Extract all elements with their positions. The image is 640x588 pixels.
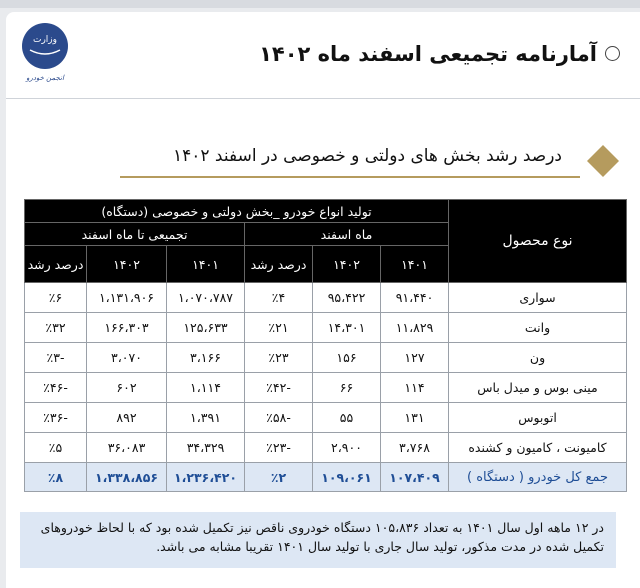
row-name: وانت bbox=[449, 313, 627, 343]
cell-cum-1401: ۱،۰۷۰،۷۸۷ bbox=[167, 283, 245, 313]
total-cum-growth: ٪۸ bbox=[25, 463, 87, 492]
cell-month-1402: ۵۵ bbox=[313, 403, 381, 433]
subtitle-underline bbox=[120, 176, 580, 178]
section-subtitle bbox=[120, 140, 590, 178]
table-row bbox=[25, 283, 627, 313]
header-cumulative: تجمیعی تا ماه اسفند bbox=[25, 223, 245, 246]
header-cum-1402: ۱۴۰۲ bbox=[87, 246, 167, 283]
cell-cum-1402: ۱،۱۳۱،۹۰۶ bbox=[87, 283, 167, 313]
cell-month-1402: ۱۴،۳۰۱ bbox=[313, 313, 381, 343]
header-cum-growth: درصد رشد bbox=[25, 246, 87, 283]
total-month-growth: ٪۲ bbox=[245, 463, 313, 492]
header-month-growth: درصد رشد bbox=[245, 246, 313, 283]
subtitle-text: درصد رشد بخش های دولتی و خصوصی در اسفند ۱۴۰۲ bbox=[172, 146, 562, 166]
cell-month-growth: -٪۲۳ bbox=[245, 433, 313, 463]
table-total-row bbox=[25, 463, 627, 492]
top-strip bbox=[0, 0, 640, 8]
cell-month-growth: ٪۲۳ bbox=[245, 343, 313, 373]
footnote: در ۱۲ ماهه اول سال ۱۴۰۱ به تعداد ۱۰۵،۸۳۶ دستگاه خودروی ناقص نیز تکمیل شده بود که با لحاظ خودروهای تکمیل شده در مدت مذکور، تولید سال جاری با تولید سال ۱۴۰۱ تقریبا مشابه می باشد. bbox=[20, 512, 616, 568]
cell-month-1401: ۳،۷۶۸ bbox=[381, 433, 449, 463]
cell-month-1401: ۱۱۴ bbox=[381, 373, 449, 403]
cell-month-1401: ۱۳۱ bbox=[381, 403, 449, 433]
table-row bbox=[25, 403, 627, 433]
cell-cum-1402: ۸۹۲ bbox=[87, 403, 167, 433]
header-month-1402: ۱۴۰۲ bbox=[313, 246, 381, 283]
cell-cum-1401: ۱۲۵،۶۳۳ bbox=[167, 313, 245, 343]
row-name: ون bbox=[449, 343, 627, 373]
cell-cum-1401: ۱،۱۱۴ bbox=[167, 373, 245, 403]
cell-cum-1401: ۱،۳۹۱ bbox=[167, 403, 245, 433]
cell-cum-growth: ٪۶ bbox=[25, 283, 87, 313]
diamond-icon bbox=[586, 144, 620, 178]
cell-cum-1401: ۳۴،۳۲۹ bbox=[167, 433, 245, 463]
cell-cum-1401: ۳،۱۶۶ bbox=[167, 343, 245, 373]
table-row bbox=[25, 343, 627, 373]
cell-cum-growth: -٪۳ bbox=[25, 343, 87, 373]
header-month-1401: ۱۴۰۱ bbox=[381, 246, 449, 283]
total-month-1402: ۱۰۹،۰۶۱ bbox=[313, 463, 381, 492]
cell-month-1402: ۱۵۶ bbox=[313, 343, 381, 373]
cell-month-1402: ۲،۹۰۰ bbox=[313, 433, 381, 463]
cell-month-1401: ۱۲۷ bbox=[381, 343, 449, 373]
row-name: سواری bbox=[449, 283, 627, 313]
cell-month-1402: ۹۵،۴۲۲ bbox=[313, 283, 381, 313]
cell-cum-growth: -٪۳۶ bbox=[25, 403, 87, 433]
page-title-text: آمارنامه تجمیعی اسفند ماه ۱۴۰۲ bbox=[259, 42, 597, 66]
cell-month-growth: ٪۴ bbox=[245, 283, 313, 313]
row-name: اتوبوس bbox=[449, 403, 627, 433]
table-row bbox=[25, 313, 627, 343]
header-group-title: تولید انواع خودرو _بخش دولتی و خصوصی (دستگاه) bbox=[25, 200, 449, 223]
header-month: ماه اسفند bbox=[245, 223, 449, 246]
row-name: مینی بوس و میدل باس bbox=[449, 373, 627, 403]
page-title bbox=[259, 42, 620, 66]
total-cum-1401: ۱،۲۳۶،۴۲۰ bbox=[167, 463, 245, 492]
cell-cum-1402: ۳۶،۰۸۳ bbox=[87, 433, 167, 463]
cell-cum-growth: -٪۴۶ bbox=[25, 373, 87, 403]
production-table bbox=[24, 199, 627, 492]
cell-month-1401: ۱۱،۸۲۹ bbox=[381, 313, 449, 343]
cell-cum-1402: ۳،۰۷۰ bbox=[87, 343, 167, 373]
cell-cum-1402: ۱۶۶،۳۰۳ bbox=[87, 313, 167, 343]
total-month-1401: ۱۰۷،۴۰۹ bbox=[381, 463, 449, 492]
cell-month-1402: ۶۶ bbox=[313, 373, 381, 403]
total-cum-1402: ۱،۳۳۸،۸۵۶ bbox=[87, 463, 167, 492]
circle-bullet-icon bbox=[605, 46, 620, 61]
row-name: کامیونت ، کامیون و کشنده bbox=[449, 433, 627, 463]
cell-cum-growth: ٪۳۲ bbox=[25, 313, 87, 343]
cell-month-growth: -٪۴۲ bbox=[245, 373, 313, 403]
cell-cum-growth: ٪۵ bbox=[25, 433, 87, 463]
total-name: جمع کل خودرو ( دستگاه ) bbox=[449, 463, 627, 492]
cell-month-growth: ٪۲۱ bbox=[245, 313, 313, 343]
ministry-logo-icon bbox=[18, 22, 72, 84]
cell-month-1401: ۹۱،۴۴۰ bbox=[381, 283, 449, 313]
logo-text-top: وزارت bbox=[32, 35, 58, 45]
page-header bbox=[6, 12, 640, 99]
cell-cum-1402: ۶۰۲ bbox=[87, 373, 167, 403]
table-row bbox=[25, 373, 627, 403]
header-product: نوع محصول bbox=[449, 200, 627, 283]
logo-text-bottom: انجمن خودرو bbox=[26, 74, 64, 82]
header-cum-1401: ۱۴۰۱ bbox=[167, 246, 245, 283]
table-row bbox=[25, 433, 627, 463]
cell-month-growth: -٪۵۸ bbox=[245, 403, 313, 433]
